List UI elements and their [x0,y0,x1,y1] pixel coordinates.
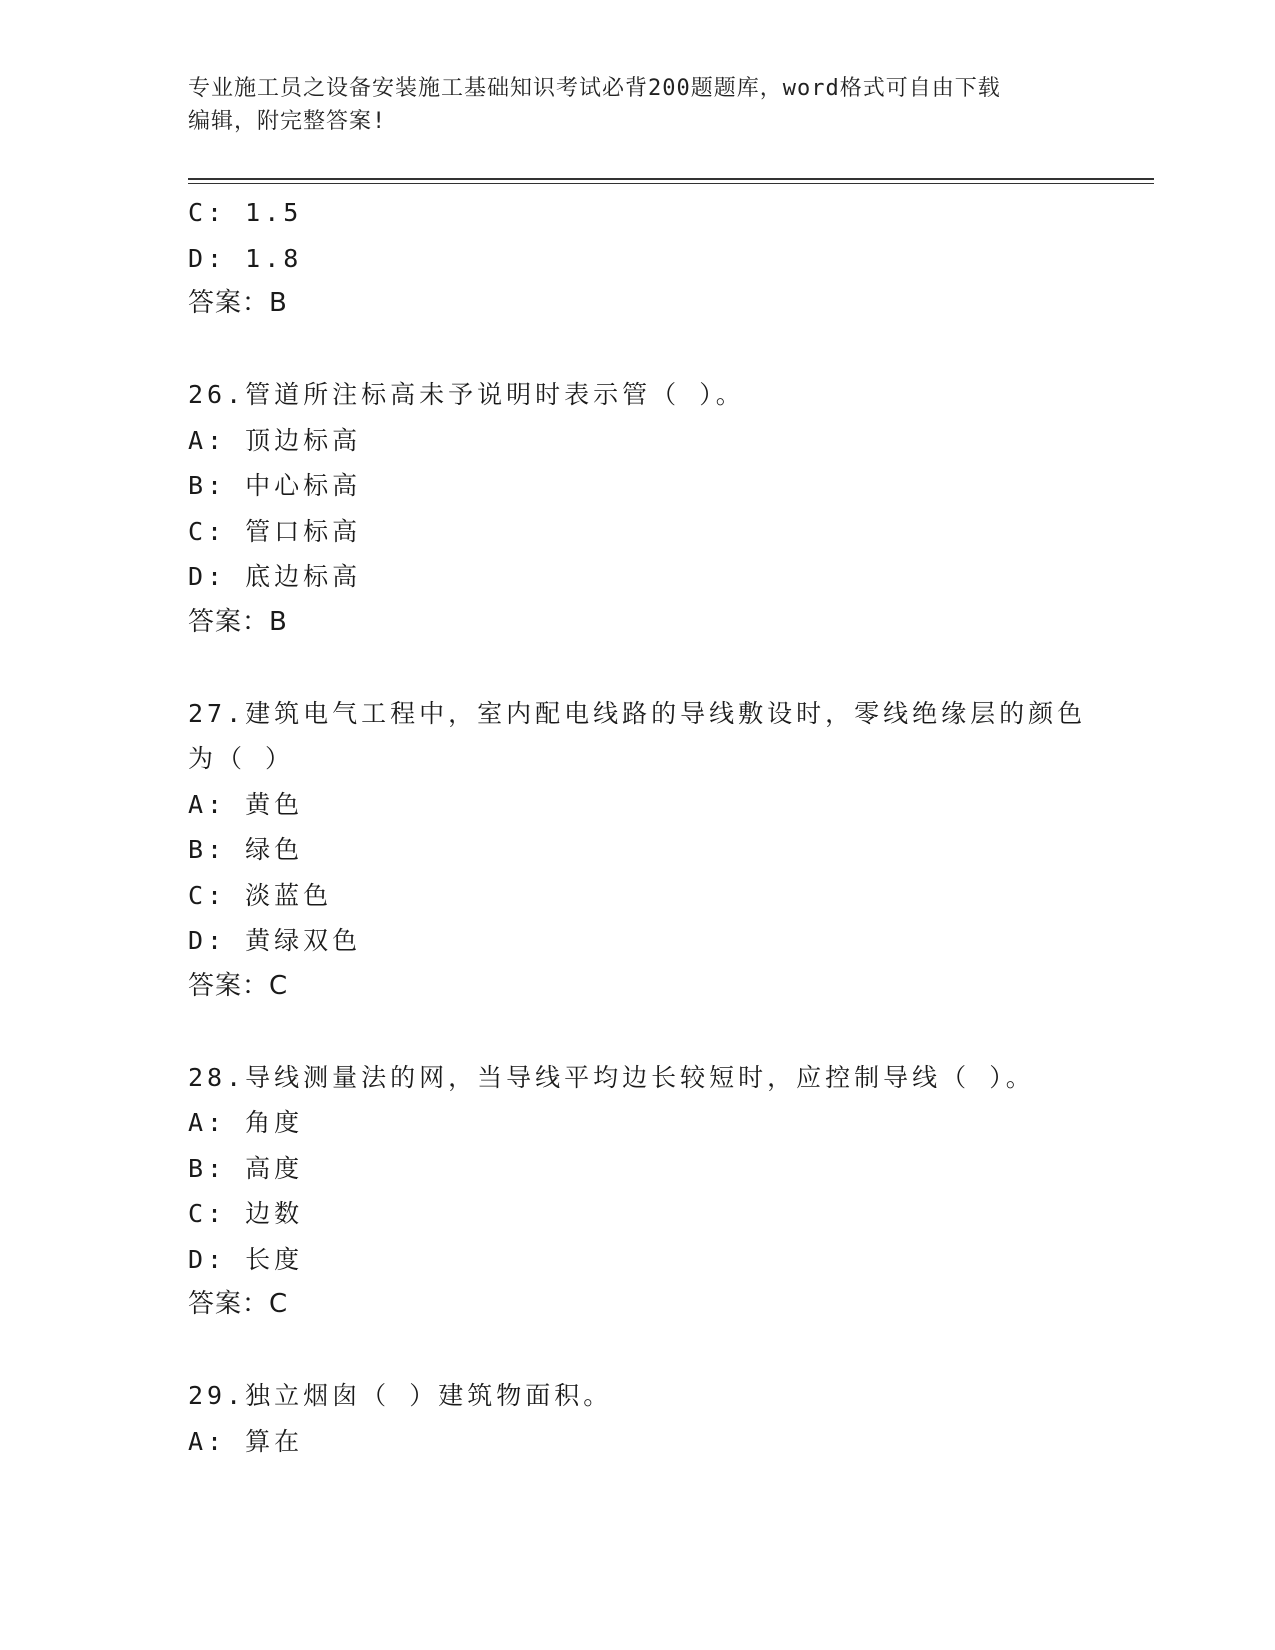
option-a: A: 顶边标高 [188,425,362,455]
header-line-2: 编辑，附完整答案! [188,109,387,134]
answer-line: 答案：B [188,288,288,318]
header-rule-thin [188,183,1154,184]
option-a: A: 角度 [188,1108,304,1137]
header-rule-thick [188,178,1154,180]
document-header [188,72,1088,138]
question-stem-cont: 为（ ） [188,744,295,773]
answer-line: 答案：C [188,970,289,1001]
option-d: D: 黄绿双色 [188,926,362,955]
answer-line: 答案：B [188,606,288,637]
option-b: B: 高度 [188,1153,304,1183]
option-c: C: 淡蓝色 [188,880,333,910]
question-stem: 28.导线测量法的网，当导线平均边长较短时，应控制导线（ ）。 [188,1062,1035,1092]
question-list [188,190,1088,1464]
question-stem: 26.管道所注标高未予说明时表示管（ ）。 [188,380,745,409]
option-d: D: 底边标高 [188,562,362,591]
option-a: A: 黄色 [188,789,304,819]
option-d: D: 长度 [188,1244,304,1274]
option-d: D: 1.8 [188,243,303,273]
answer-line: 答案：C [188,1289,289,1319]
option-b: B: 绿色 [188,835,304,864]
continued-question [188,190,1088,327]
header-line-1: 专业施工员之设备安装施工基础知识考试必背200题题库，word格式可自由下载 [188,76,1001,101]
option-c: C: 边数 [188,1199,304,1228]
question-stem: 27.建筑电气工程中，室内配电线路的导线敷设时，零线绝缘层的颜色 [188,698,1087,728]
option-b: B: 中心标高 [188,471,362,500]
option-a: A: 算在 [188,1426,304,1456]
option-c: C: 管口标高 [188,516,362,546]
question-27 [188,691,1088,1010]
question-stem: 29.独立烟囱（ ）建筑物面积。 [188,1381,613,1410]
question-28 [188,1055,1088,1328]
question-29 [188,1373,1088,1464]
option-c: C: 1.5 [188,198,303,227]
question-26 [188,372,1088,645]
